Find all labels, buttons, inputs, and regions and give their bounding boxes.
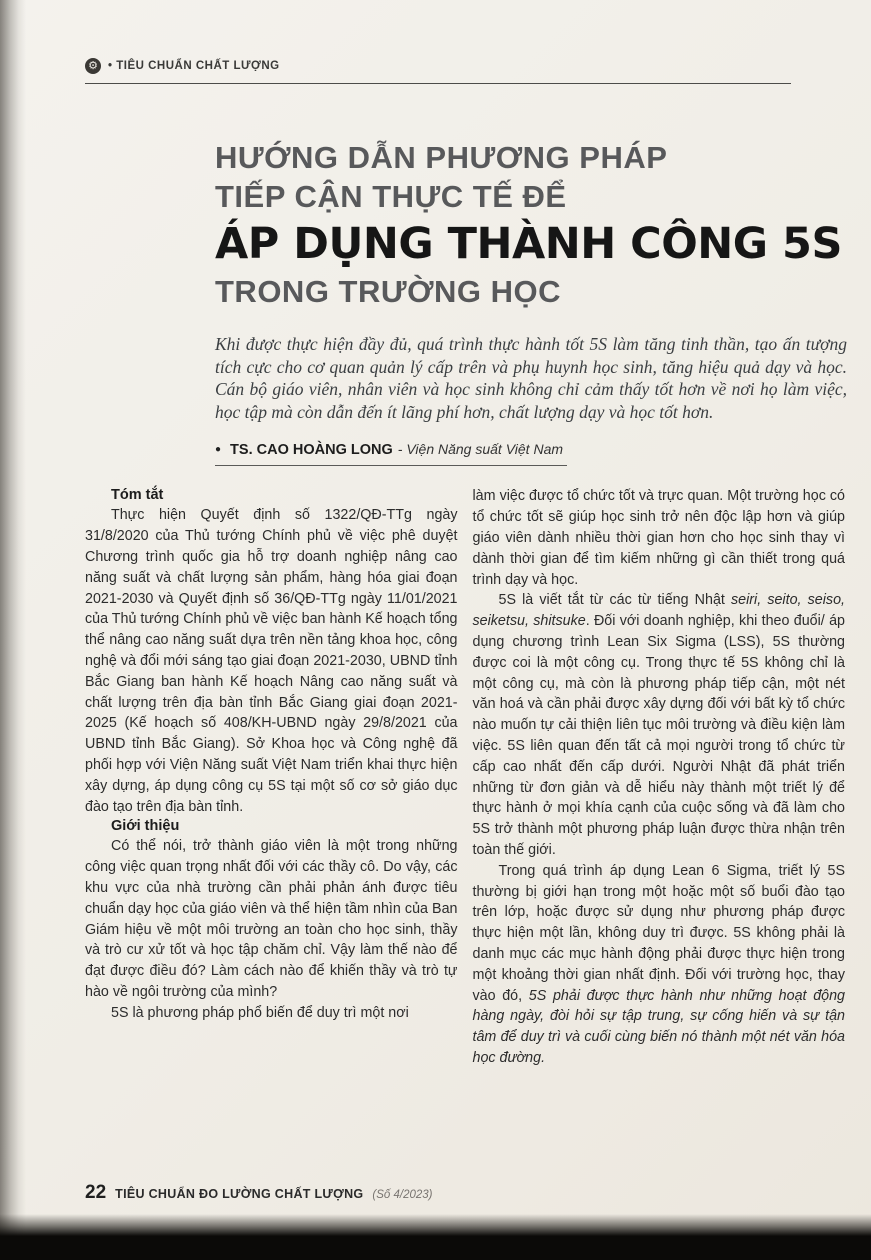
- masthead-divider: [85, 83, 791, 84]
- article-title-line-1: HƯỚNG DẪN PHƯƠNG PHÁP: [215, 140, 668, 175]
- article-title-line-2: TIẾP CẬN THỰC TẾ ĐỂ: [215, 179, 567, 214]
- page-footer: [85, 1182, 433, 1204]
- bottom-edge-shadow: [0, 1214, 871, 1260]
- footer-magazine-title: TIÊU CHUẨN ĐO LƯỜNG CHẤT LƯỢNG: [115, 1187, 364, 1201]
- paragraph-abstract: Thực hiện Quyết định số 1322/QĐ-TTg ngày 31/8/2020 của Thủ tướng Chính phủ về việc phê duyệt Chương trình quốc gia hỗ trợ doanh nghiệp nâng cao năng suất và chất lượng sản phẩm, hàng hóa giai đoạn 2021-2030 và Quyết định số 36/QĐ-TTg ngày 11/01/2021 của Thủ tướng Chính phủ về việc ban hành Kế hoạch tổng thể nâng cao năng suất dựa trên nền tảng khoa học, công nghệ và đổi mới sáng tạo giai đoạn 2021-2030, UBND tỉnh Bắc Giang ban hành Kế hoạch Nâng cao năng suất và chất lượng trên địa bàn tỉnh Bắc Giang giai đoạn 2021-2025 (Kế hoạch số 408/KH-UBND ngày 29/8/2021 của UBND tỉnh Bắc Giang). Sở Khoa học và Công nghệ đã phối hợp với Viện Năng suất Việt Nam triển khai thực hiện xây dựng, áp dụng công cụ 5S tại một số cơ sở giáo dục đào tạo trên địa bàn tỉnh.: [85, 507, 458, 815]
- text-run: Trong quá trình áp dụng Lean 6 Sigma, triết lý 5S thường bị giới hạn trong một hoặc một số buổi đào tạo trên lớp, hoặc được sử dụng như phương pháp được thực hiện một lần, không duy trì được. 5S không phải là danh mục các mục hành động phải được thực hiện trong một khoảng thời gian nhất định. Đối với trường học, thay vào đó,: [472, 862, 845, 1004]
- footer-issue: (Số 4/2023): [372, 1189, 433, 1201]
- article-title-line-3: ÁP DỤNG THÀNH CÔNG 5S: [215, 219, 842, 269]
- masthead-label: • TIÊU CHUẨN CHẤT LƯỢNG: [108, 60, 280, 72]
- author-affiliation: - Viện Năng suất Việt Nam: [397, 441, 564, 458]
- gear-icon: ⚙: [85, 58, 101, 74]
- paragraph-introduction: Có thể nói, trở thành giáo viên là một trong những công việc quan trọng nhất đối với các thầy cô. Do vậy, các khu vực của nhà trường cần phải phản ánh được tiêu chuẩn dạy học của giáo viên và thể hiện tầm nhìn của Ban Giám hiệu về một môi trường an toàn cho học sinh, thầy và trò cư xử tốt và học tập chăm chỉ. Vậy làm thế nào để đạt được điều đó? Làm cách nào để khiến thầy và trò tự hào về ngôi trường của mình?: [85, 838, 458, 1000]
- text-run: . Đối với doanh nghiệp, khi theo đuổi/ áp dụng chương trình Lean Six Sigma (LSS), 5S thường được coi là một công cụ. Trong thực tế 5S không chỉ là một công cụ, mà còn là phương pháp tiếp cận, một nét văn hoá và cần phải được xây dựng đối với bất kỳ tổ chức nào muốn tự cải thiện liên tục môi trường và điều kiện làm việc. 5S liên quan đến tất cả mọi người trong tổ chức từ cấp cao nhất đến cấp dưới. Người Nhật đã phát triển những từ đơn giản và dễ hiểu này thành một triết lý để thực hành ở mọi khía cạnh của cuộc sống và đã làm cho 5S trở thành một phương pháp luận được thừa nhận trên toàn thế giới.: [472, 613, 845, 858]
- paragraph-lean-sigma: [473, 861, 846, 1069]
- page-number: 22: [85, 1182, 107, 1203]
- paragraph-5s-lead: 5S là phương pháp phổ biến để duy trì một nơi: [111, 1004, 409, 1021]
- author-name: TS. CAO HOÀNG LONG: [230, 442, 393, 459]
- body-columns: [85, 486, 845, 1068]
- paragraph-continuation: làm việc được tổ chức tốt và trực quan. Một trường học có tổ chức tốt sẽ giúp học sinh trở nên độc lập hơn và giúp giáo viên dành nhiều thời gian hơn cho học sinh thay vì dành thời gian để tìm kiếm những gì cần thiết trong quá trình dạy và học.: [472, 488, 845, 588]
- column-left: [85, 486, 458, 1068]
- section-heading-abstract: Tóm tắt: [111, 487, 164, 504]
- column-right: [473, 486, 846, 1068]
- masthead: [85, 58, 845, 74]
- author-divider: [215, 465, 567, 466]
- text-run-italic: seiri, seito, seiso, seiketsu, shitsuke: [472, 592, 845, 630]
- lead-paragraph: Khi được thực hiện đầy đủ, quá trình thực hành tốt 5S làm tăng tinh thần, tạo ấn tượng tích cực cho cơ quan quản lý cấp trên và phụ huynh học sinh, tăng hiệu quả dạy và học. Cán bộ giáo viên, nhân viên và học sinh không chỉ cảm thấy tốt hơn về nơi họ làm việc, học tập mà còn dẫn đến ít lãng phí hơn, chất lượng dạy và học tốt hơn.: [215, 334, 847, 422]
- text-run: 5S là viết tắt từ các từ tiếng Nhật: [498, 592, 732, 609]
- author-line: [215, 441, 845, 458]
- author-bullet-icon: ●: [215, 444, 222, 456]
- article-title: [215, 138, 845, 311]
- text-run-italic: 5S phải được thực hành như những hoạt động hàng ngày, đòi hỏi sự tập trung, sự cống hiến và sự tận tâm để duy trì và cuối cùng biến nó thành một nét văn hóa học đường.: [472, 987, 845, 1066]
- paragraph-5s-definition: [473, 590, 846, 860]
- section-heading-introduction: Giới thiệu: [111, 818, 180, 835]
- article-title-line-4: TRONG TRƯỜNG HỌC: [215, 274, 562, 309]
